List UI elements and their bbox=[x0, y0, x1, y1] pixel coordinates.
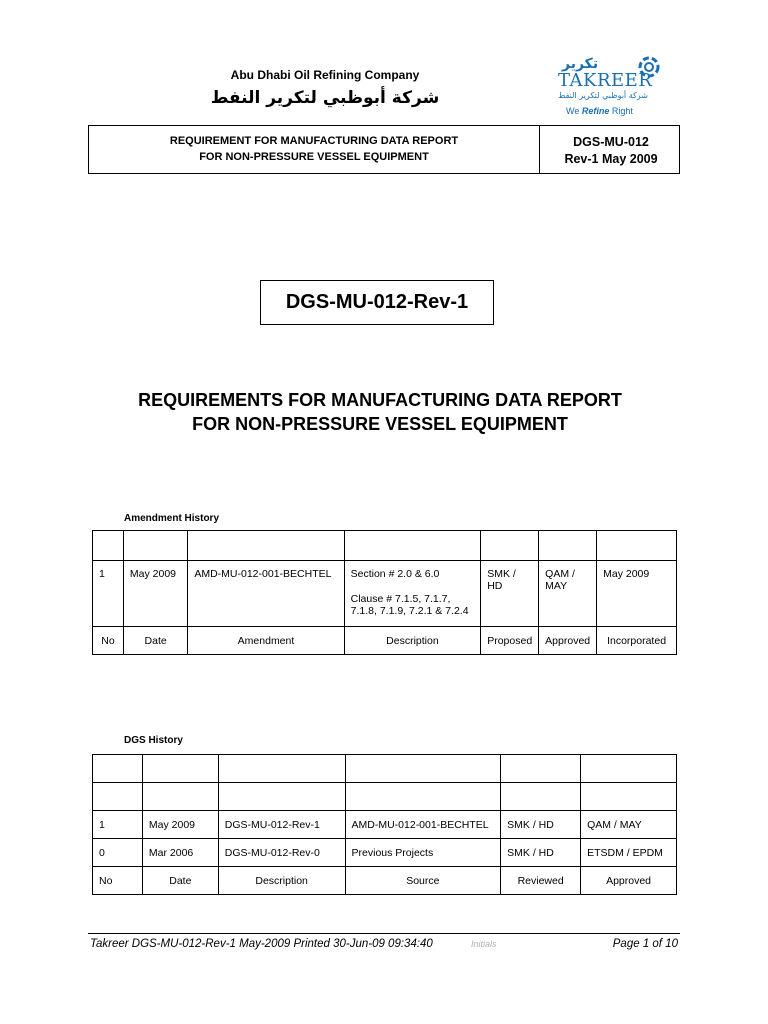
empty-cell bbox=[345, 783, 501, 811]
table-header-row bbox=[93, 627, 677, 655]
footer-rule bbox=[88, 933, 680, 934]
empty-cell bbox=[142, 755, 218, 783]
empty-cell bbox=[581, 755, 677, 783]
logo-tagline bbox=[566, 106, 633, 116]
header-source: Source bbox=[345, 867, 501, 895]
empty-cell bbox=[481, 531, 539, 561]
empty-cell bbox=[501, 783, 581, 811]
table-row bbox=[93, 839, 677, 867]
dgs-description: DGS-MU-012-Rev-1 bbox=[218, 811, 345, 839]
dgs-no: 0 bbox=[93, 839, 143, 867]
header-proposed: Proposed bbox=[481, 627, 539, 655]
header-description: Description bbox=[344, 627, 481, 655]
tagline-bold: Refine bbox=[581, 106, 610, 116]
main-title-line1: REQUIREMENTS FOR MANUFACTURING DATA REPORT bbox=[138, 390, 622, 410]
empty-cell bbox=[501, 755, 581, 783]
amend-amendment: AMD-MU-012-001-BECHTEL bbox=[188, 561, 344, 627]
header-code-line1: DGS-MU-012 bbox=[573, 135, 649, 149]
amendment-history-table bbox=[92, 530, 677, 655]
dgs-reviewed: SMK / HD bbox=[501, 811, 581, 839]
empty-cell bbox=[93, 531, 124, 561]
empty-cell bbox=[188, 531, 344, 561]
empty-cell bbox=[597, 531, 677, 561]
header-approved: Approved bbox=[581, 867, 677, 895]
table-row bbox=[93, 561, 677, 627]
dgs-approved: QAM / MAY bbox=[581, 811, 677, 839]
dgs-description: DGS-MU-012-Rev-0 bbox=[218, 839, 345, 867]
table-row bbox=[93, 811, 677, 839]
footer-print-info: Takreer DGS-MU-012-Rev-1 May-2009 Printed 30-Jun-09 09:34:40 bbox=[90, 938, 433, 950]
header-reviewed: Reviewed bbox=[501, 867, 581, 895]
amend-description bbox=[344, 561, 481, 627]
tagline-post: Right bbox=[609, 106, 633, 116]
header-divider bbox=[539, 126, 540, 173]
dgs-date: Mar 2006 bbox=[142, 839, 218, 867]
takreer-logo bbox=[556, 50, 666, 120]
amend-incorporated: May 2009 bbox=[597, 561, 677, 627]
header-title-line1: REQUIREMENT FOR MANUFACTURING DATA REPORT bbox=[169, 135, 459, 147]
amend-description-line1: Section # 2.0 & 6.0 bbox=[350, 568, 440, 580]
company-name-arabic: شركة أبوظبي لتكرير النفط bbox=[210, 88, 440, 108]
header-date: Date bbox=[142, 867, 218, 895]
dgs-date: May 2009 bbox=[142, 811, 218, 839]
empty-cell bbox=[581, 783, 677, 811]
dgs-history-table bbox=[92, 754, 677, 895]
header-code bbox=[541, 134, 681, 168]
header-no: No bbox=[93, 627, 124, 655]
empty-cell bbox=[93, 755, 143, 783]
amend-proposed: SMK / HD bbox=[481, 561, 539, 627]
main-title-line2: FOR NON-PRESSURE VESSEL EQUIPMENT bbox=[192, 414, 568, 434]
header-approved: Approved bbox=[539, 627, 597, 655]
empty-cell bbox=[539, 531, 597, 561]
table-row bbox=[93, 755, 677, 783]
document-code-box: DGS-MU-012-Rev-1 bbox=[260, 280, 494, 325]
table-row bbox=[93, 531, 677, 561]
amend-no: 1 bbox=[93, 561, 124, 627]
logo-name: TAKREER bbox=[558, 70, 653, 91]
footer-initials: Initials bbox=[471, 939, 497, 949]
empty-cell bbox=[218, 783, 345, 811]
amendment-history-label: Amendment History bbox=[124, 513, 220, 524]
tagline-pre: We bbox=[566, 106, 582, 116]
header-date: Date bbox=[123, 627, 187, 655]
dgs-no: 1 bbox=[93, 811, 143, 839]
header-title-line2: FOR NON-PRESSURE VESSEL EQUIPMENT bbox=[199, 151, 429, 163]
empty-cell bbox=[93, 783, 143, 811]
header-title bbox=[89, 133, 539, 165]
header-amendment: Amendment bbox=[188, 627, 344, 655]
header-no: No bbox=[93, 867, 143, 895]
table-header-row bbox=[93, 867, 677, 895]
empty-cell bbox=[123, 531, 187, 561]
amend-approved: QAM / MAY bbox=[539, 561, 597, 627]
empty-cell bbox=[142, 783, 218, 811]
table-row bbox=[93, 783, 677, 811]
dgs-source: Previous Projects bbox=[345, 839, 501, 867]
dgs-approved: ETSDM / EPDM bbox=[581, 839, 677, 867]
header-code-line2: Rev-1 May 2009 bbox=[564, 152, 658, 166]
main-title bbox=[80, 388, 680, 436]
dgs-history-label: DGS History bbox=[124, 735, 183, 746]
dgs-source: AMD-MU-012-001-BECHTEL bbox=[345, 811, 501, 839]
footer-page-number: Page 1 of 10 bbox=[612, 938, 678, 950]
header-incorporated: Incorporated bbox=[597, 627, 677, 655]
amend-date: May 2009 bbox=[123, 561, 187, 627]
empty-cell bbox=[218, 755, 345, 783]
amend-description-line2: Clause # 7.1.5, 7.1.7, 7.1.8, 7.1.9, 7.2.1 & 7.2.4 bbox=[350, 593, 469, 617]
logo-arabic-name: تكرير bbox=[562, 56, 599, 72]
logo-arabic-subtitle: شركة أبوظبي لتكرير النفط bbox=[558, 91, 648, 100]
empty-cell bbox=[344, 531, 481, 561]
company-name-english: Abu Dhabi Oil Refining Company bbox=[230, 68, 420, 82]
header-box bbox=[88, 125, 680, 174]
header-description: Description bbox=[218, 867, 345, 895]
dgs-reviewed: SMK / HD bbox=[501, 839, 581, 867]
empty-cell bbox=[345, 755, 501, 783]
